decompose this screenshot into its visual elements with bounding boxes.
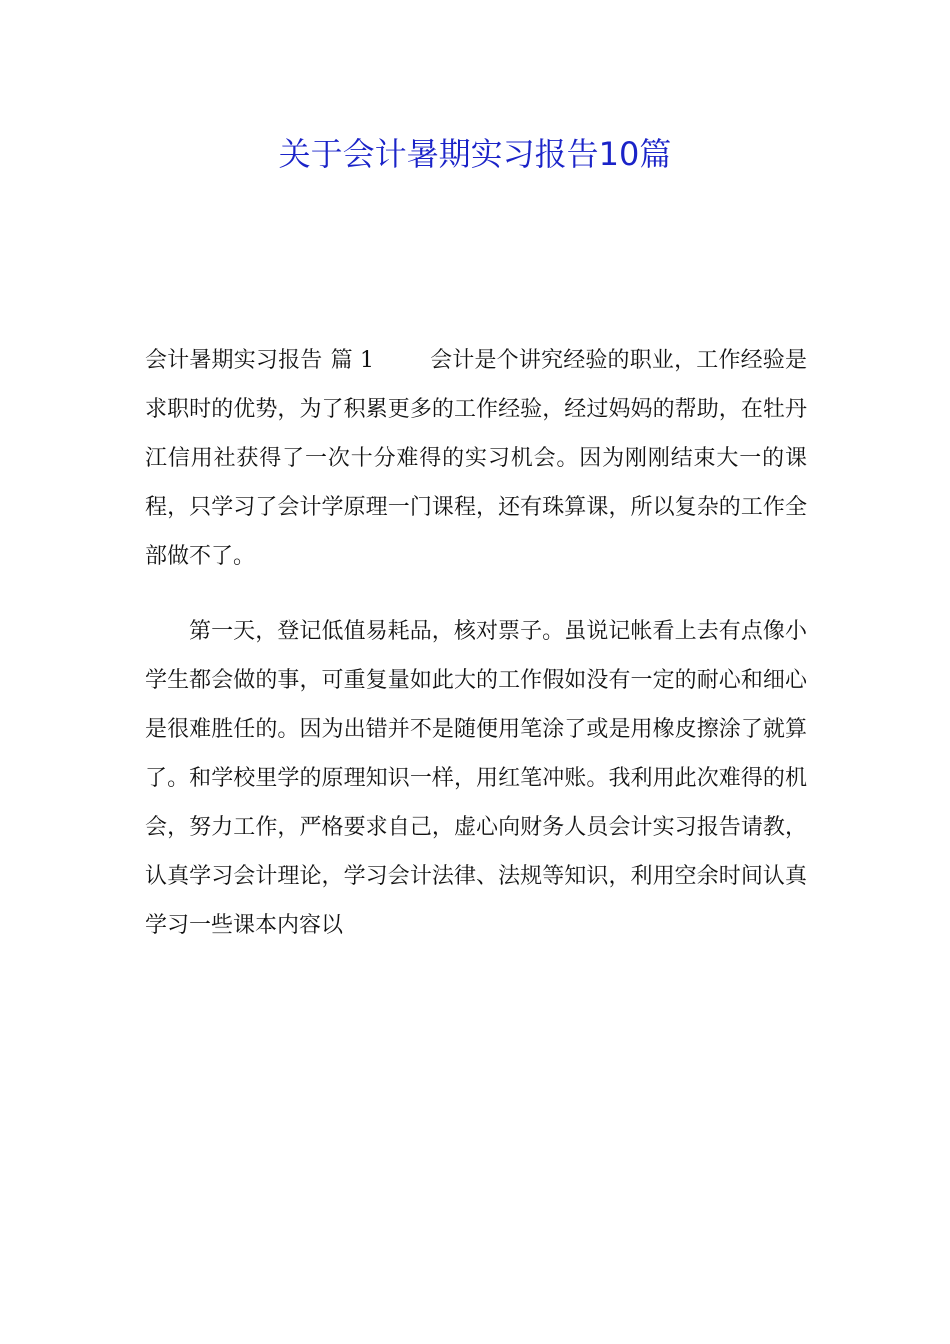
document-body [145, 336, 807, 976]
section-heading: 会计暑期实习报告 [145, 348, 323, 373]
document-title: 关于会计暑期实习报告10篇 [278, 135, 672, 173]
paragraph-text: 会计是个讲究经验的职业，工作经验是求职时的优势，为了积累更多的工作经验，经过妈妈的帮助，在牡丹江信用社获得了一次十分难得的实习机会。因为刚刚结束大一的课程，只学习了会计学原理一门课程，还有珠算课，所以复杂的工作全部做不了。 [145, 348, 807, 569]
paragraph-2: 第一天，登记低值易耗品，核对票子。虽说记帐看上去有点像小学生都会做的事，可重复量如此大的工作假如没有一定的耐心和细心是很难胜任的。因为出错并不是随便用笔涂了或是用橡皮擦涂了就算了。和学校里学的原理知识一样，用红笔冲账。我利用此次难得的机会，努力工作，严格要求自己，虚心向财务人员会计实习报告请教，认真学习会计理论，学习会计法律、法规等知识，利用空余时间认真学习一些课本内容以 [145, 619, 807, 938]
section-number: 篇 1 [330, 348, 374, 373]
paragraph-1 [145, 336, 807, 581]
